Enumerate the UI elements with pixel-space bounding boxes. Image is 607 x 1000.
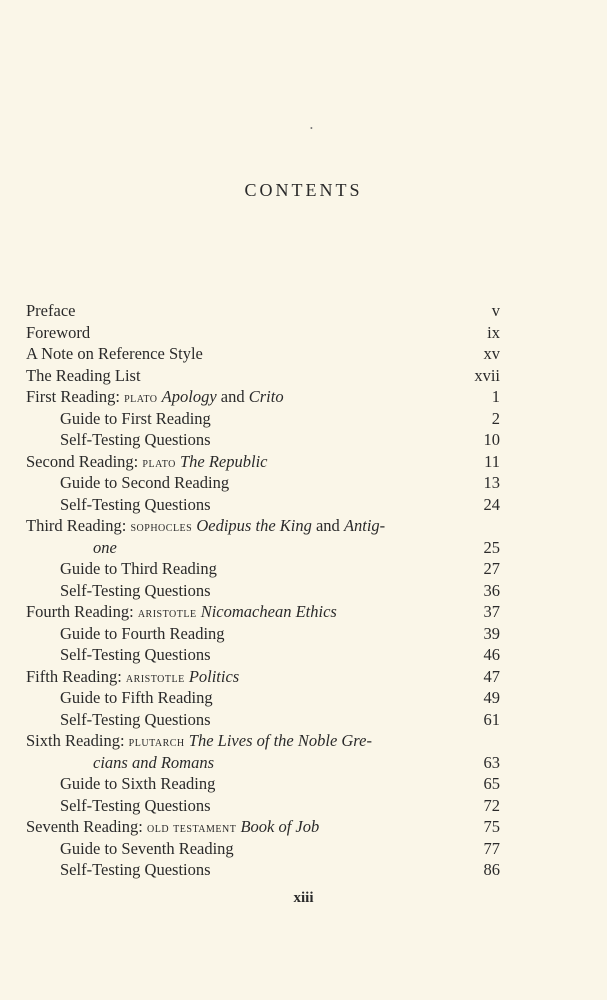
toc-entry: A Note on Reference Style xv [26,344,500,363]
toc-entry-reading: Seventh Reading: old testament Book of Job 75 [26,817,500,836]
toc-entry: Guide to Second Reading 13 [60,473,500,492]
toc-entry: Self-Testing Questions 10 [60,430,500,449]
toc-entry: Self-Testing Questions 36 [60,580,500,600]
table-of-contents [26,300,500,881]
toc-entry: Self-Testing Questions 61 [60,709,500,729]
toc-entry: The Reading List xvii [26,365,500,385]
toc-entry-reading: First Reading: plato Apology and Crito 1 [26,387,500,406]
toc-entry: Foreword ix [26,322,500,342]
toc-entry: Self-Testing Questions 86 [60,860,500,879]
toc-entry: Guide to Sixth Reading 65 [60,774,500,793]
toc-entry-continuation: one 25 [93,537,500,557]
toc-entry-reading: Sixth Reading: plutarch The Lives of the Noble Gre- [26,731,372,750]
toc-entry-reading: Third Reading: sophocles Oedipus the King and Antig- [26,516,386,535]
toc-entry: Guide to First Reading 2 [60,408,500,428]
toc-entry: Self-Testing Questions 24 [60,494,500,514]
toc-entry: Guide to Third Reading 27 [60,559,500,578]
toc-entry-continuation: cians and Romans 63 [93,752,500,772]
toc-entry-reading: Fourth Reading: aristotle Nicomachean Ethics 37 [26,602,500,621]
page-number: xiii [293,890,314,906]
toc-entry: Guide to Seventh Reading 77 [60,838,500,858]
toc-entry: Self-Testing Questions 46 [60,645,500,664]
toc-entry-reading: Second Reading: plato The Republic 11 [26,451,500,471]
toc-entry: Guide to Fifth Reading 49 [60,688,500,707]
toc-entry: Self-Testing Questions 72 [60,795,500,815]
page-title: CONTENTS [244,180,363,200]
speck-mark: • [310,124,313,133]
toc-entry: Preface v [26,301,500,320]
toc-entry: Guide to Fourth Reading 39 [60,623,500,643]
toc-entry-reading: Fifth Reading: aristotle Politics 47 [26,666,500,686]
